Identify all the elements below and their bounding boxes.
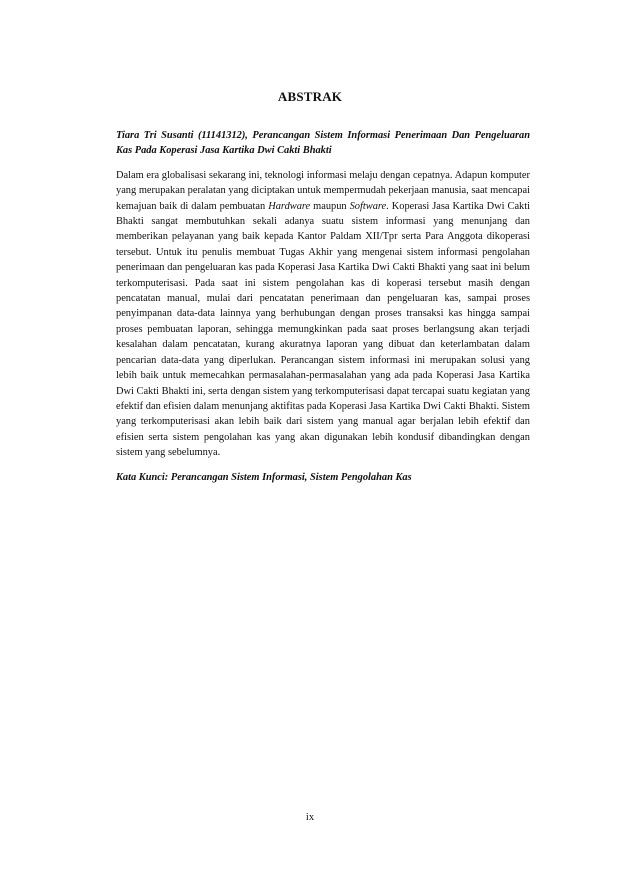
abstract-paragraph	[116, 168, 530, 461]
abstract-text-part3: . Koperasi Jasa Kartika Dwi Cakti Bhakti sangat membutuhkan sekali adanya suatu sistem informasi yang menunjang dan memberikan pelayanan yang baik kepada Kantor Paldam XII/Tpr serta Para Anggota dikoperasi tersebut. Untuk itu penulis membuat Tugas Akhir yang mengenai sistem informasi pengolahan penerimaan dan pengeluaran kas pada Koperasi Jasa Kartika Dwi Cakti Bhakti yang saat ini belum terkomputerisasi. Pada saat ini sistem pengolahan kas di koperasi tersebut masih dengan pencatatan manual, mulai dari pencatatan penerimaan dan pengeluaran kas, sampai proses penyimpanan data-data lainnya yang berhubungan dengan proses transaksi kas hingga sampai proses pembuatan laporan, sehingga memungkinkan pada saat proses berlangsung akan terjadi kesalahan dalam pencatatan, kurang akuratnya laporan yang dibuat dan keterlambatan dalam pencarian data-data yang diperlukan. Perancangan sistem informasi ini merupakan solusi yang lebih baik untuk memecahkan permasalahan-permasalahan yang ada pada Koperasi Jasa Kartika Dwi Cakti Bhakti ini, serta dengan sistem yang terkomputerisasi dapat tercapai suatu kegiatan yang efektif dan efisien dalam menunjang aktifitas pada Koperasi Jasa Kartika Dwi Cakti Bhakti. Sistem yang terkomputerisasi akan lebih baik dari sistem yang manual agar berjalan lebih efektif dan efisien serta sistem pengolahan kas yang akan digunakan lebih kondusif dibandingkan dengan sistem yang sebelumnya.	[116, 200, 531, 459]
abstract-text-part1: Dalam era globalisasi sekarang ini, teknologi informasi melaju dengan cepatnya. Adapun komputer yang merupakan peralatan yang diciptakan untuk mempermudah pekerjaan manusia, saat mencapai kemajuan baik di dalam pembuatan	[116, 169, 530, 212]
page-title: ABSTRAK	[277, 89, 343, 104]
abstract-text-part2: maupun	[310, 200, 350, 212]
term-software: Software	[349, 200, 387, 212]
author-line: Tiara Tri Susanti (11141312), Perancangan Sistem Informasi Penerimaan Dan Pengeluaran Kas Pada Koperasi Jasa Kartika Dwi Cakti Bhakti	[116, 130, 530, 157]
keywords-line: Kata Kunci: Perancangan Sistem Informasi, Sistem Pengolahan Kas	[116, 471, 412, 483]
page-number: ix	[305, 812, 315, 823]
abstract-content	[116, 128, 530, 485]
term-hardware: Hardware	[268, 200, 311, 212]
